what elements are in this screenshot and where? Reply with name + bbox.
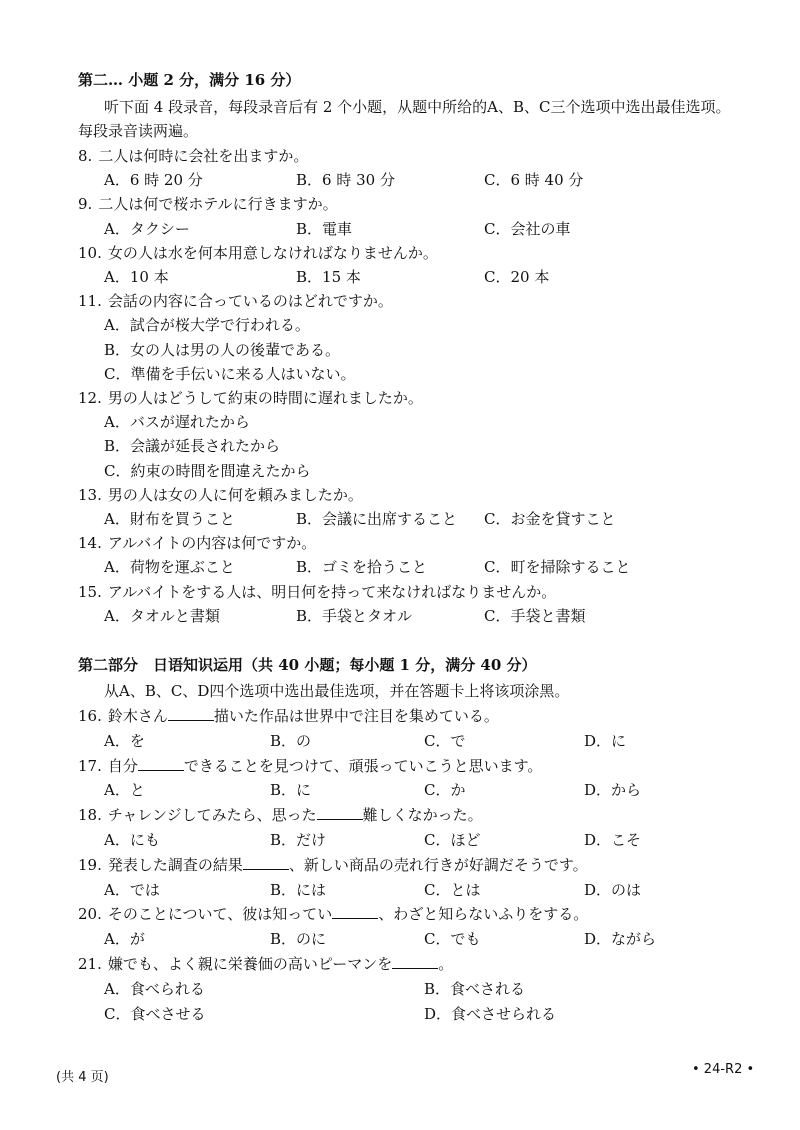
option: D．食べさせられる — [424, 1005, 557, 1023]
question-11 — [78, 291, 393, 311]
footer-page-count: (共 4 页) — [56, 1070, 109, 1085]
option: C．町を掃除すること — [484, 558, 631, 576]
option: A．を — [104, 732, 145, 750]
part1-heading: 第二… 小题 2 分，满分 16 分） — [78, 71, 301, 89]
question-text: 会話の内容に合っているのはどれですか。 — [107, 292, 393, 310]
option: A．と — [104, 781, 145, 799]
question-10 — [78, 243, 438, 263]
option: D．こそ — [584, 831, 642, 849]
option: B．会議が延長されたから — [104, 437, 281, 455]
question-text-before-blank: 鈴木さん — [107, 707, 168, 725]
question-text-after-blank: できることを見つけて、頑張っていこうと思います。 — [183, 757, 543, 775]
option: A．タクシー — [104, 220, 190, 238]
option: C．とは — [424, 881, 481, 899]
question-text-before-blank: そのことについて、彼は知ってい — [107, 905, 333, 923]
option: C．6 時 40 分 — [484, 171, 584, 189]
question-13 — [78, 485, 363, 505]
question-15 — [78, 582, 556, 602]
question-14 — [78, 533, 316, 553]
question-text-after-blank: 描いた作品は世界中で注目を集めている。 — [213, 707, 499, 725]
question-number: 13. — [78, 486, 102, 504]
question-text: 二人は何時に会社を出ますか。 — [98, 147, 309, 165]
option: A．試合が桜大学で行われる。 — [104, 316, 310, 334]
option: C．準備を手伝いに来る人はいない。 — [104, 365, 356, 383]
question-number: 12. — [78, 389, 102, 407]
option: B．食べされる — [424, 980, 526, 998]
answer-blank — [138, 756, 184, 771]
option: B．6 時 30 分 — [296, 171, 395, 189]
footer-code: • 24-R2 • — [692, 1062, 755, 1077]
option: A．タオルと書類 — [104, 607, 220, 625]
question-number: 20. — [78, 905, 102, 923]
option: A．10 本 — [104, 268, 169, 286]
question-text-after-blank: 、新しい商品の売れ行きが好調だそうです。 — [288, 856, 588, 874]
question-text-before-blank: 嫌でも、よく親に栄養価の高いピーマンを — [107, 955, 393, 973]
option: C．約束の時間を間違えたから — [104, 462, 311, 480]
option: B．15 本 — [296, 268, 361, 286]
option: B．電車 — [296, 220, 353, 238]
part1-instruction: 听下面 4 段录音，每段录音后有 2 个小题，从题中所给的A、B、C三个选项中选出最佳选项。 — [104, 98, 731, 116]
option: D．から — [584, 781, 642, 799]
option: D．のは — [584, 881, 642, 899]
option: A．にも — [104, 831, 160, 849]
option: C．食べさせる — [104, 1005, 206, 1023]
question-text-before-blank: 自分 — [107, 757, 138, 775]
question-16 — [78, 706, 499, 726]
option: C．20 本 — [484, 268, 550, 286]
question-number: 15. — [78, 583, 102, 601]
option: C．会社の車 — [484, 220, 571, 238]
option: B．女の人は男の人の後輩である。 — [104, 341, 341, 359]
option: D．に — [584, 732, 627, 750]
question-number: 21. — [78, 955, 102, 973]
question-text: アルバイトをする人は、明日何を持って来なければなりませんか。 — [107, 583, 557, 601]
question-12 — [78, 388, 423, 408]
question-18 — [78, 805, 483, 825]
question-text-before-blank: チャレンジしてみたら、思った — [107, 806, 317, 824]
question-text: アルバイトの内容は何ですか。 — [107, 534, 317, 552]
question-text: 女の人は水を何本用意しなければなりませんか。 — [107, 244, 438, 262]
question-text: 男の人は女の人に何を頼みましたか。 — [107, 486, 363, 504]
option: C．手袋と書類 — [484, 607, 586, 625]
question-number: 14. — [78, 534, 102, 552]
option: C．か — [424, 781, 466, 799]
option: C．お金を貸すこと — [484, 510, 616, 528]
option: D．ながら — [584, 930, 657, 948]
answer-blank — [168, 706, 214, 721]
question-number: 10. — [78, 244, 102, 262]
answer-blank — [392, 954, 438, 969]
option: B．ゴミを拾うこと — [296, 558, 428, 576]
option: A．が — [104, 930, 145, 948]
option: B．には — [270, 881, 327, 899]
answer-blank — [243, 855, 289, 870]
question-text-after-blank: 難しくなかった。 — [362, 806, 483, 824]
question-number: 8. — [78, 147, 93, 165]
part2-heading: 第二部分 日语知识运用（共 40 小题；每小题 1 分，满分 40 分） — [78, 656, 537, 674]
question-8 — [78, 146, 308, 166]
question-number: 9. — [78, 195, 93, 213]
option: B．の — [270, 732, 312, 750]
question-number: 19. — [78, 856, 102, 874]
option: B．会議に出席すること — [296, 510, 458, 528]
question-17 — [78, 756, 542, 776]
question-number: 11. — [78, 292, 102, 310]
answer-blank — [317, 805, 363, 820]
question-20 — [78, 904, 588, 924]
part2-instruction: 从A、B、C、D四个选项中选出最佳选项，并在答题卡上将该项涂黑。 — [104, 682, 570, 700]
question-number: 18. — [78, 806, 102, 824]
option: B．のに — [270, 930, 327, 948]
question-text-after-blank: 、わざと知らないふりをする。 — [378, 905, 589, 923]
option: B．に — [270, 781, 312, 799]
question-19 — [78, 855, 588, 875]
option: A．6 時 20 分 — [104, 171, 203, 189]
part1-instruction-2: 每段录音读两遍。 — [78, 122, 199, 140]
question-number: 17. — [78, 757, 102, 775]
answer-blank — [332, 904, 378, 919]
option: B．手袋とタオル — [296, 607, 413, 625]
option: C．で — [424, 732, 466, 750]
question-text-after-blank: 。 — [438, 955, 454, 973]
question-number: 16. — [78, 707, 102, 725]
option: A．バスが遅れたから — [104, 413, 250, 431]
option: A．食べられる — [104, 980, 205, 998]
question-21 — [78, 954, 453, 974]
option: B．だけ — [270, 831, 327, 849]
question-text: 男の人はどうして約束の時間に遅れましたか。 — [107, 389, 423, 407]
question-text: 二人は何で桜ホテルに行きますか。 — [98, 195, 338, 213]
option: A．財布を買うこと — [104, 510, 235, 528]
question-9 — [78, 194, 338, 214]
option: A．荷物を運ぶこと — [104, 558, 235, 576]
option: C．でも — [424, 930, 481, 948]
option: C．ほど — [424, 831, 481, 849]
option: A．では — [104, 881, 160, 899]
question-text-before-blank: 発表した調査の結果 — [107, 856, 243, 874]
